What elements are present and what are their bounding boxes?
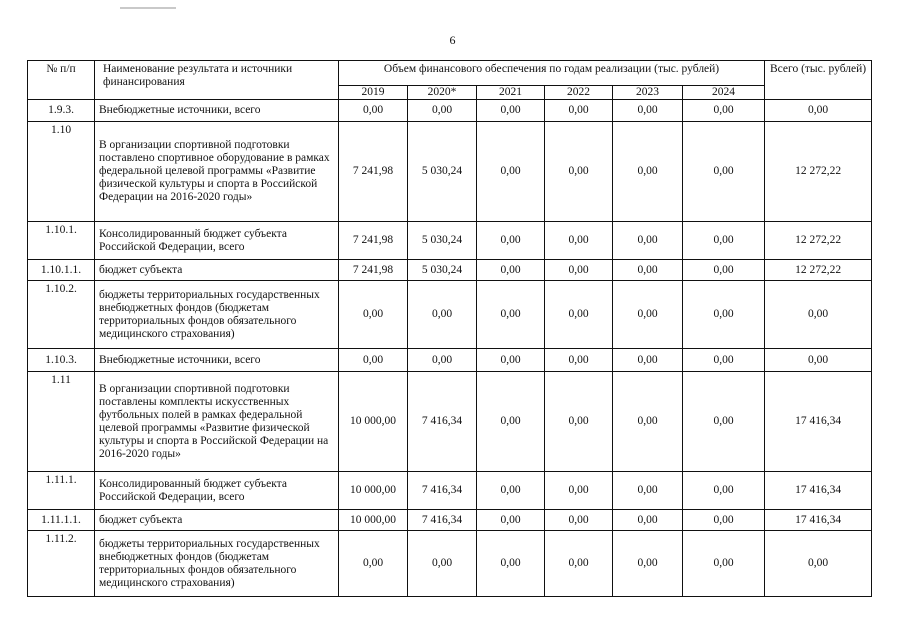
value-2024: 0,00 [683, 281, 765, 349]
table-row [28, 122, 872, 222]
row-number: 1.10.2. [28, 281, 95, 349]
table-row [28, 531, 872, 597]
value-2019: 0,00 [339, 349, 408, 372]
value-2022: 0,00 [545, 510, 613, 531]
value-2021: 0,00 [477, 472, 545, 510]
value-2021: 0,00 [477, 122, 545, 222]
value-2024: 0,00 [683, 349, 765, 372]
value-2019: 7 241,98 [339, 122, 408, 222]
value-2022: 0,00 [545, 372, 613, 472]
value-2023: 0,00 [613, 260, 683, 281]
value-total: 17 416,34 [765, 510, 872, 531]
table-row [28, 100, 872, 122]
value-2019: 10 000,00 [339, 372, 408, 472]
row-name: В организации спортивной подготовки поставлены комплекты искусственных футбольных полей в рамках федеральной целевой программы «Развитие физической культуры и спорта в Российской Федерации на 2016-2020 годы» [95, 372, 339, 472]
header-number: № п/п [28, 61, 95, 100]
value-total: 0,00 [765, 100, 872, 122]
row-number: 1.10.1. [28, 222, 95, 260]
value-2024: 0,00 [683, 372, 765, 472]
row-name: бюджеты территориальных государственных внебюджетных фондов (бюджетам территориальных фондов обязательного медицинского страхования) [95, 531, 339, 597]
value-2023: 0,00 [613, 510, 683, 531]
value-total: 17 416,34 [765, 372, 872, 472]
value-2023: 0,00 [613, 372, 683, 472]
row-number: 1.11.1. [28, 472, 95, 510]
row-number: 1.11.2. [28, 531, 95, 597]
value-2024: 0,00 [683, 222, 765, 260]
row-number: 1.11 [28, 372, 95, 472]
scan-artifact [120, 0, 176, 9]
value-2020: 0,00 [408, 100, 477, 122]
header-name: Наименование результата и источники финансирования [95, 61, 339, 100]
value-2020: 7 416,34 [408, 472, 477, 510]
header-year-2019: 2019 [339, 86, 408, 100]
value-2023: 0,00 [613, 472, 683, 510]
table-row [28, 372, 872, 472]
value-2020: 7 416,34 [408, 372, 477, 472]
value-2024: 0,00 [683, 100, 765, 122]
funding-table [27, 60, 872, 597]
value-total: 0,00 [765, 349, 872, 372]
value-total: 12 272,22 [765, 122, 872, 222]
header-year-2023: 2023 [613, 86, 683, 100]
row-name: бюджет субъекта [95, 260, 339, 281]
row-name: Консолидированный бюджет субъекта Российской Федерации, всего [95, 472, 339, 510]
row-number: 1.9.3. [28, 100, 95, 122]
value-2023: 0,00 [613, 531, 683, 597]
value-2021: 0,00 [477, 260, 545, 281]
value-2019: 7 241,98 [339, 222, 408, 260]
value-2023: 0,00 [613, 281, 683, 349]
value-2021: 0,00 [477, 510, 545, 531]
value-2024: 0,00 [683, 472, 765, 510]
table-row [28, 510, 872, 531]
value-2019: 7 241,98 [339, 260, 408, 281]
value-2019: 0,00 [339, 100, 408, 122]
row-number: 1.10 [28, 122, 95, 222]
value-2024: 0,00 [683, 531, 765, 597]
value-2022: 0,00 [545, 100, 613, 122]
value-2024: 0,00 [683, 122, 765, 222]
row-name: Внебюджетные источники, всего [95, 349, 339, 372]
header-year-2020: 2020* [408, 86, 477, 100]
value-2021: 0,00 [477, 349, 545, 372]
header-total: Всего (тыс. рублей) [765, 61, 872, 100]
value-2021: 0,00 [477, 222, 545, 260]
header-year-2021: 2021 [477, 86, 545, 100]
value-2020: 5 030,24 [408, 222, 477, 260]
value-2022: 0,00 [545, 222, 613, 260]
value-2023: 0,00 [613, 349, 683, 372]
value-2020: 0,00 [408, 349, 477, 372]
value-2019: 0,00 [339, 281, 408, 349]
value-2023: 0,00 [613, 222, 683, 260]
value-2022: 0,00 [545, 260, 613, 281]
value-2023: 0,00 [613, 122, 683, 222]
value-2020: 5 030,24 [408, 122, 477, 222]
value-2022: 0,00 [545, 472, 613, 510]
row-number: 1.11.1.1. [28, 510, 95, 531]
value-2020: 5 030,24 [408, 260, 477, 281]
value-total: 0,00 [765, 281, 872, 349]
table-row [28, 281, 872, 349]
table-row [28, 260, 872, 281]
table-row [28, 222, 872, 260]
row-name: бюджеты территориальных государственных внебюджетных фондов (бюджетам территориальных фондов обязательного медицинского страхования) [95, 281, 339, 349]
value-2019: 0,00 [339, 531, 408, 597]
value-2024: 0,00 [683, 510, 765, 531]
value-2022: 0,00 [545, 349, 613, 372]
value-2021: 0,00 [477, 281, 545, 349]
row-name: бюджет субъекта [95, 510, 339, 531]
value-2022: 0,00 [545, 281, 613, 349]
row-name: Внебюджетные источники, всего [95, 100, 339, 122]
value-2020: 0,00 [408, 531, 477, 597]
row-name: Консолидированный бюджет субъекта Российской Федерации, всего [95, 222, 339, 260]
value-2023: 0,00 [613, 100, 683, 122]
value-2021: 0,00 [477, 100, 545, 122]
value-total: 17 416,34 [765, 472, 872, 510]
row-number: 1.10.3. [28, 349, 95, 372]
page-number: 6 [449, 33, 456, 47]
value-2019: 10 000,00 [339, 510, 408, 531]
table-row [28, 472, 872, 510]
value-2022: 0,00 [545, 531, 613, 597]
value-2020: 0,00 [408, 281, 477, 349]
value-total: 12 272,22 [765, 222, 872, 260]
table-row [28, 349, 872, 372]
value-2021: 0,00 [477, 372, 545, 472]
value-2024: 0,00 [683, 260, 765, 281]
value-2020: 7 416,34 [408, 510, 477, 531]
header-volume: Объем финансового обеспечения по годам реализации (тыс. рублей) [339, 61, 765, 86]
value-2019: 10 000,00 [339, 472, 408, 510]
row-name: В организации спортивной подготовки поставлено спортивное оборудование в рамках федеральной целевой программы «Развитие физической культуры и спорта в Российской Федерации на 2016-2020 годы» [95, 122, 339, 222]
header-year-2024: 2024 [683, 86, 765, 100]
value-2021: 0,00 [477, 531, 545, 597]
value-2022: 0,00 [545, 122, 613, 222]
value-total: 12 272,22 [765, 260, 872, 281]
value-total: 0,00 [765, 531, 872, 597]
row-number: 1.10.1.1. [28, 260, 95, 281]
header-year-2022: 2022 [545, 86, 613, 100]
